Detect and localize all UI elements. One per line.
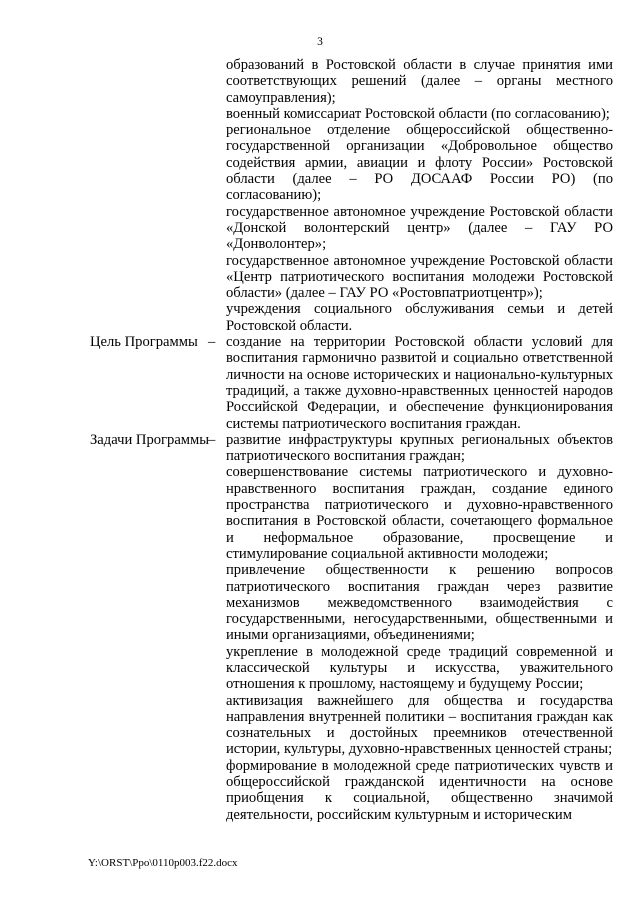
- intro-paragraph: образований в Ростовской области в случае принятия ими соответствующих решений (далее – органы местного самоуправления);: [226, 57, 613, 106]
- intro-block: [0, 57, 640, 334]
- intro-paragraph: государственное автономное учреждение Ростовской области «Центр патриотического воспитания молодежи Ростовской области» (далее – ГАУ РО «Ростовпатриотцентр»);: [226, 252, 613, 302]
- page-number: 3: [317, 36, 323, 48]
- section-label-goal: Цель Программы: [90, 334, 198, 351]
- intro-paragraph: учреждения социального обслуживания семьи и детей Ростовской области.: [226, 301, 613, 334]
- task-paragraph: совершенствование системы патриотического и духовно-нравственного воспитания граждан, создание единого пространства патриотического и духовно-нравственного воспитания в Ростовской области, сочетающего формальное и неформальное образование, просвещение и стимулирование социальной активности молодежи;: [226, 464, 613, 562]
- footer-file-path: Y:\ORST\Ppo\0110p003.f22.docx: [88, 857, 238, 869]
- tasks-section: [0, 432, 640, 823]
- task-paragraph: привлечение общественности к решению вопросов патриотического воспитания граждан через развитие механизмов межведомственного взаимодействия с государственными, негосударственными, общественными и иными организациями, объединениями;: [226, 562, 613, 644]
- section-dash: –: [208, 334, 216, 351]
- document-body: [0, 57, 640, 823]
- task-paragraph: укрепление в молодежной среде традиций современной и классической культуры и искусства, уважительного отношения к прошлому, настоящему и будущему России;: [226, 643, 613, 693]
- section-dash: –: [208, 431, 216, 448]
- goal-section: [0, 334, 640, 432]
- intro-paragraph: военный комиссариат Ростовской области (по согласованию);: [226, 105, 610, 122]
- goal-paragraph: создание на территории Ростовской области условий для воспитания гармонично развитой и социально ответственной личности на основе исторических и национально-культурных традиций, а также духовно-нравственных ценностей народов Российской Федерации, и обеспечение функционирования системы патриотического воспитания граждан.: [226, 334, 613, 432]
- section-label-tasks: Задачи Программы: [90, 431, 210, 448]
- task-paragraph: формирование в молодежной среде патриотических чувств и общероссийской гражданской идентичности на основе приобщения к социальной, общественно значимой деятельности, российским культурным и историческим: [226, 757, 613, 823]
- task-paragraph: активизация важнейшего для общества и государства направления внутренней политики – воспитания граждан как сознательных и достойных преемников отечественной истории, культуры, духовно-нравственных ценностей страны;: [226, 692, 613, 758]
- task-paragraph: развитие инфраструктуры крупных региональных объектов патриотического воспитания граждан;: [226, 431, 613, 465]
- intro-paragraph: государственное автономное учреждение Ростовской области «Донской волонтерский центр» (далее – ГАУ РО «Донволонтер»;: [226, 203, 613, 253]
- intro-paragraph: региональное отделение общероссийской общественно-государственной организации «Добровольное общество содействия армии, авиации и флоту России» Ростовской области (далее – РО ДОСААФ России РО) (по согласованию);: [226, 122, 613, 204]
